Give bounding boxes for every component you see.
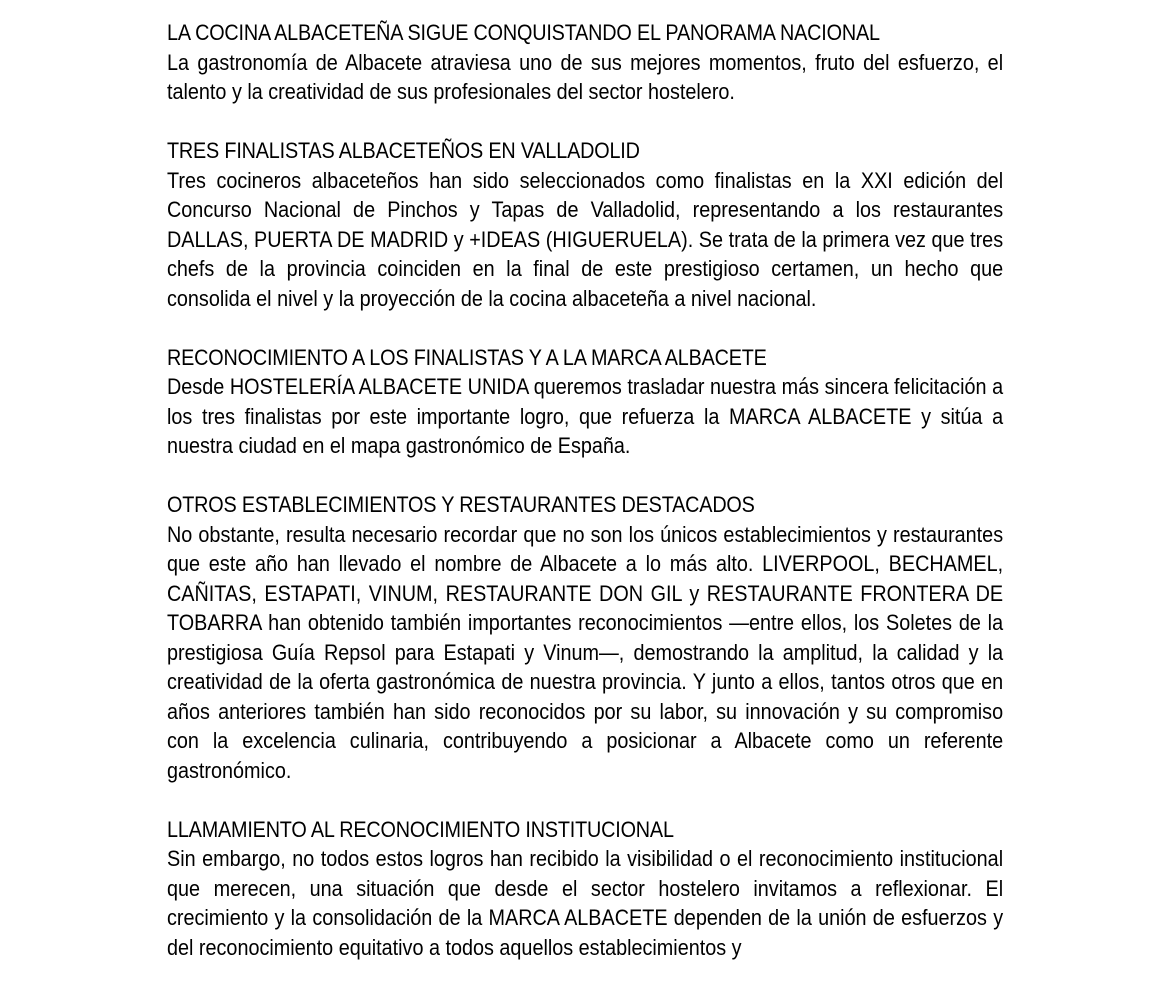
- section-paragraph: Sin embargo, no todos estos logros han recibido la visibilidad o el reconocimiento institucional que merecen, una situación que desde el sector hostelero invitamos a reflexionar. El crecimiento y la consolidación de la MARCA ALBACETE dependen de la unión de esfuerzos y del reconocimiento equitativo a todos aquellos establecimientos y: [167, 846, 1004, 960]
- section-paragraph: Tres cocineros albaceteños han sido seleccionados como finalistas en la XXI edición del Concurso Nacional de Pinchos y Tapas de Valladolid, representando a los restaurantes DALLAS, PUERTA DE MADRID y +IDEAS (HIGUERUELA). Se trata de la primera vez que tres chefs de la provincia coinciden en la final de este prestigioso certamen, un hecho que consolida el nivel y la proyección de la cocina albaceteña a nivel nacional.: [167, 167, 1004, 311]
- section-paragraph: No obstante, resulta necesario recordar que no son los únicos establecimientos y restaurantes que este año han llevado el nombre de Albacete a lo más alto. LIVERPOOL, BECHAMEL, CAÑITAS, ESTAPATI, VINUM, RESTAURANTE DON GIL y RESTAURANTE FRONTERA DE TOBARRA han obtenido también importantes reconocimientos —entre ellos, los Soletes de la prestigiosa Guía Repsol para Estapati y Vinum—, demostrando la amplitud, la calidad y la creatividad de la oferta gastronómica de nuestra provincia. Y junto a ellos, tantos otros que en años anteriores también han sido reconocidos por su labor, su innovación y su compromiso con la excelencia culinaria, contribuyendo a posicionar a Albacete como un referente gastronómico.: [167, 521, 1004, 783]
- section-heading: LA COCINA ALBACETEÑA SIGUE CONQUISTANDO EL PANORAMA NACIONAL: [167, 20, 880, 45]
- section-paragraph: Desde HOSTELERÍA ALBACETE UNIDA queremos trasladar nuestra más sincera felicitación a los tres finalistas por este importante logro, que refuerza la MARCA ALBACETE y sitúa a nuestra ciudad en el mapa gastronómico de España.: [167, 374, 1004, 458]
- section-cocina-albacetena: [167, 18, 1003, 107]
- section-paragraph: La gastronomía de Albacete atraviesa uno de sus mejores momentos, fruto del esfuerzo, el talento y la creatividad de sus profesionales del sector hostelero.: [167, 49, 1004, 104]
- section-reconocimiento-finalistas: [167, 343, 1003, 461]
- document-page: [167, 18, 1003, 992]
- section-llamamiento-institucional: [167, 815, 1003, 963]
- section-heading: TRES FINALISTAS ALBACETEÑOS EN VALLADOLID: [167, 138, 640, 163]
- section-otros-establecimientos: [167, 490, 1003, 785]
- section-heading: OTROS ESTABLECIMIENTOS Y RESTAURANTES DESTACADOS: [167, 492, 755, 517]
- section-heading: RECONOCIMIENTO A LOS FINALISTAS Y A LA MARCA ALBACETE: [167, 344, 767, 370]
- section-heading: LLAMAMIENTO AL RECONOCIMIENTO INSTITUCIONAL: [167, 816, 674, 842]
- section-tres-finalistas: [167, 136, 1003, 313]
